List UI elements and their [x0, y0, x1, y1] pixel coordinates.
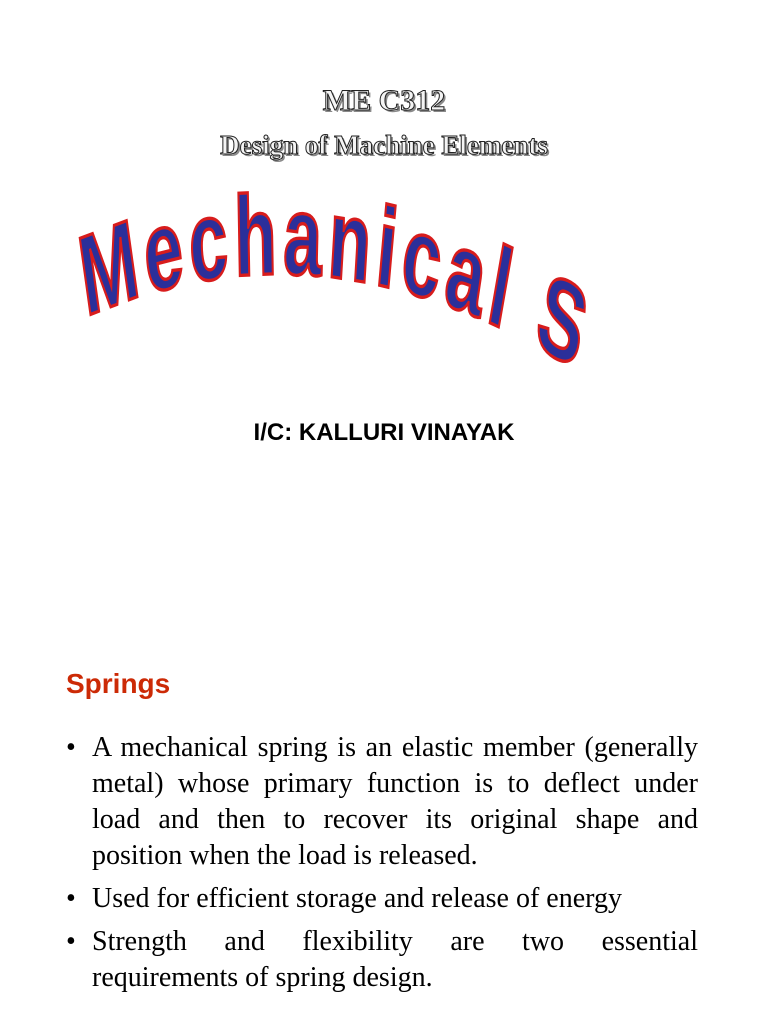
bullet-list: [66, 730, 698, 1003]
wordart-title-text: Mechanical Springs: [54, 79, 603, 396]
bullet-text: A mechanical spring is an elastic member (generally metal) whose primary function is to deflect under load and then to recover its original shape and position when the load is released.: [92, 732, 698, 871]
bullet-icon: •: [66, 883, 76, 914]
instructor-name: I/C: KALLURI VINAYAK: [253, 419, 515, 446]
bullet-text: Strength and flexibility are two essential requirements of spring design.: [92, 926, 698, 993]
section-heading: Springs: [66, 668, 171, 699]
course-code: ME C312: [322, 84, 446, 117]
bullet-item: [66, 881, 698, 917]
bullet-item: [66, 924, 698, 996]
bullet-icon: •: [66, 732, 76, 763]
course-name: Design of Machine Elements: [220, 130, 548, 160]
bullet-icon: •: [66, 926, 76, 957]
bullet-text: Used for efficient storage and release of energy: [92, 883, 622, 914]
bullet-item: [66, 730, 698, 874]
